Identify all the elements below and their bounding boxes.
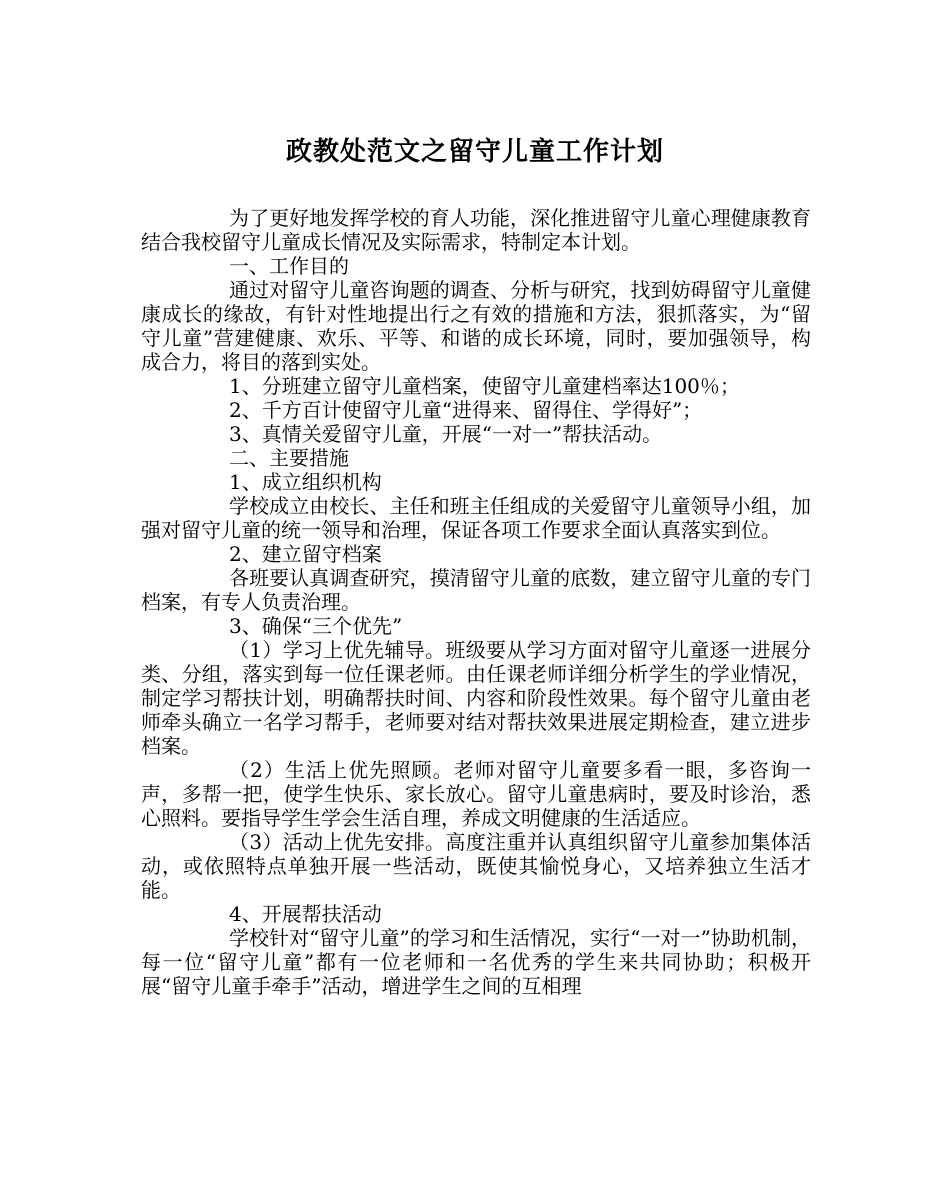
- measure-paragraph-4: 学校针对“留守儿童”的学习和生活情况，实行“一对一”协助机制，每一位“留守儿童”都有一位老师和一名优秀的学生来共同协助；积极开展“留守儿童手牵手”活动，增进学生之间的互相理: [141, 926, 811, 998]
- measure-heading-3: 3、确保“三个优先”: [229, 614, 403, 638]
- measure-paragraph-2: 各班要认真调查研究，摸清留守儿童的底数，建立留守儿童的专门档案，有专人负责治理。: [141, 566, 811, 614]
- measure-heading-4: 4、开展帮扶活动: [229, 902, 382, 926]
- section-heading-goals: 一、工作目的: [229, 254, 349, 278]
- intro-paragraph: 为了更好地发挥学校的育人功能，深化推进留守儿童心理健康教育结合我校留守儿童成长情况及实际需求，特制定本计划。: [141, 206, 811, 254]
- measure-heading-1: 1、成立组织机构: [229, 470, 382, 494]
- section-heading-measures: 二、主要措施: [229, 446, 349, 470]
- priority-paragraph-3: （3）活动上优先安排。高度注重并认真组织留守儿童参加集体活动，或依照特点单独开展一些活动，既使其愉悦身心，又培养独立生活才能。: [141, 830, 811, 902]
- goal-item-2: 2、千方百计使留守儿童“进得来、留得住、学得好”；: [229, 398, 703, 422]
- goal-item-3: 3、真情关爱留守儿童，开展“一对一”帮扶活动。: [229, 422, 663, 446]
- document-title: 政教处范文之留守儿童工作计划: [285, 137, 664, 167]
- goal-item-1: 1、分班建立留守儿童档案，使留守儿童建档率达100％；: [229, 374, 740, 398]
- measure-paragraph-1: 学校成立由校长、主任和班主任组成的关爱留守儿童领导小组，加强对留守儿童的统一领导和治理，保证各项工作要求全面认真落实到位。: [141, 494, 811, 542]
- document-body: [141, 206, 811, 998]
- priority-paragraph-2: （2）生活上优先照顾。老师对留守儿童要多看一眼，多咨询一声，多帮一把，使学生快乐、家长放心。留守儿童患病时，要及时诊治，悉心照料。要指导学生学会生活自理，养成文明健康的生活适应。: [141, 758, 811, 830]
- priority-paragraph-1: （1）学习上优先辅导。班级要从学习方面对留守儿童逐一进展分类、分组，落实到每一位任课老师。由任课老师详细分析学生的学业情况，制定学习帮扶计划，明确帮扶时间、内容和阶段性效果。每个留守儿童由老师牵头确立一名学习帮手，老师要对结对帮扶效果进展定期检查，建立进步档案。: [141, 638, 811, 758]
- measure-heading-2: 2、建立留守档案: [229, 542, 382, 566]
- goals-paragraph: 通过对留守儿童咨询题的调查、分析与研究，找到妨碍留守儿童健康成长的缘故，有针对性地提出行之有效的措施和方法，狠抓落实，为“留守儿童”营建健康、欢乐、平等、和谐的成长环境，同时，要加强领导，构成合力，将目的落到实处。: [141, 278, 811, 374]
